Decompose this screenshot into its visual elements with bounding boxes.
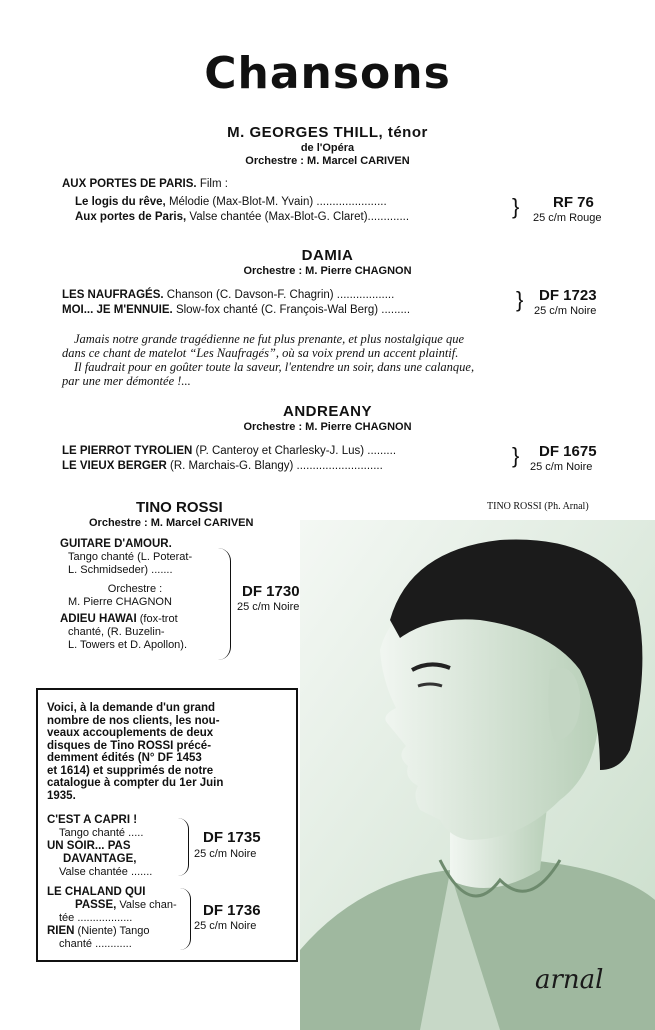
- song-desc: (P. Canteroy et Charlesky-J. Lus) .........: [195, 445, 397, 457]
- song-title: ADIEU HAWAI: [60, 613, 137, 625]
- price-label: 25 c/m Noire: [194, 848, 257, 860]
- portrait-illustration: [300, 520, 655, 1030]
- song-desc: Mélodie (Max-Blot-M. Yvain) ......................: [168, 196, 387, 208]
- song-desc: (Niente) Tango: [77, 925, 150, 937]
- song-desc: Valse chan-: [119, 899, 177, 911]
- song-block: [47, 814, 152, 879]
- song-desc: L. Schmidseder) .......: [68, 564, 173, 576]
- song-title: C'EST A CAPRI !: [47, 814, 138, 826]
- film-heading: [62, 178, 228, 190]
- song-desc: (fox-trot: [139, 613, 178, 625]
- song-title: UN SOIR... PAS: [47, 840, 131, 852]
- song-title: Le logis du rêve,: [75, 196, 166, 208]
- orchestra-line: Orchestre : M. Marcel CARIVEN: [245, 155, 410, 167]
- song-title: DAVANTAGE,: [63, 853, 137, 865]
- catalog-number: RF 76: [553, 194, 594, 211]
- quote-line: par une mer démontée !...: [62, 374, 191, 388]
- price-label: 25 c/m Noire: [530, 461, 593, 473]
- brace: [178, 818, 189, 876]
- notice-line: veaux accouplements de deux: [47, 727, 214, 739]
- page-title: Chansons: [204, 48, 451, 99]
- quote-line: dans ce chant de matelot “Les Naufragés”, où sa voix prend un accent plaintif.: [62, 346, 459, 360]
- quote-line: Jamais notre grande tragédienne ne fut plus prenante, et plus nostalgique que: [74, 332, 464, 346]
- song-desc: Valse chantée (Max-Blot-G. Claret).............: [189, 211, 410, 223]
- catalog-number: DF 1675: [539, 443, 597, 460]
- notice-text: [47, 702, 287, 802]
- song-desc: Chanson (C. Davson-F. Chagrin) ..................: [166, 289, 395, 301]
- artist-subtitle: de l'Opéra: [300, 142, 355, 154]
- brace: }: [512, 194, 520, 219]
- artist-header-damia: DAMIA: [301, 247, 354, 264]
- price-label: 25 c/m Noire: [237, 601, 300, 613]
- song-block: [47, 886, 177, 951]
- song-desc: L. Towers et D. Apollon).: [68, 639, 188, 651]
- orchestra-line: Orchestre : M. Pierre CHAGNON: [243, 421, 412, 433]
- artist-role: ténor: [387, 124, 428, 141]
- orchestra-line: Orchestre : M. Marcel CARIVEN: [89, 517, 254, 529]
- catalog-number: DF 1736: [203, 902, 261, 919]
- price-label: 25 c/m Noire: [534, 305, 597, 317]
- song-desc: (R. Marchais-G. Blangy) ...........................: [170, 460, 383, 472]
- quote-line: Il faudrait pour en goûter toute la saveur, l'entendre un soir, dans une calanque,: [74, 360, 475, 374]
- song-desc: Slow-fox chanté (C. François-Wal Berg) .........: [175, 304, 411, 316]
- song-entry: [75, 211, 409, 223]
- photo-credit: TINO ROSSI (Ph. Arnal): [487, 501, 589, 512]
- notice-line: nombre de nos clients, les nou-: [47, 714, 220, 727]
- catalog-number: DF 1735: [203, 829, 261, 846]
- artist-name: M. GEORGES THILL,: [227, 124, 384, 141]
- notice-line: et 1614) et supprimés de notre: [47, 764, 214, 777]
- artist-header-andreany: ANDREANY: [282, 403, 372, 420]
- orchestra-line: Orchestre : M. Pierre CHAGNON: [243, 265, 412, 277]
- song-entry: [62, 304, 410, 316]
- catalog-number: DF 1723: [539, 287, 597, 304]
- song-entry: [75, 196, 387, 208]
- notice-line: demment édités (N° DF 1453: [47, 752, 202, 764]
- brace: [218, 548, 231, 660]
- song-block: [60, 538, 210, 652]
- song-title: PASSE,: [75, 899, 117, 911]
- photographer-signature: arnal: [535, 965, 604, 995]
- song-title: RIEN: [47, 925, 75, 937]
- price-label: 25 c/m Rouge: [533, 212, 602, 224]
- notice-line: catalogue à compter du 1er Juin: [47, 777, 224, 789]
- song-entry: [62, 289, 394, 301]
- portrait-photo: [300, 520, 655, 1030]
- artist-header-thill: [0, 124, 655, 141]
- song-desc: tée ..................: [59, 912, 133, 924]
- price-label: 25 c/m Noire: [194, 920, 257, 932]
- film-title: AUX PORTES DE PARIS.: [62, 178, 197, 190]
- notice-line: disques de Tino ROSSI précé-: [47, 739, 212, 752]
- song-title: LE PIERROT TYROLIEN: [62, 445, 193, 457]
- song-entry: [62, 445, 396, 457]
- orchestra-note: Orchestre :: [107, 583, 163, 595]
- notice-line: 1935.: [47, 789, 76, 802]
- song-title: LE VIEUX BERGER: [62, 460, 167, 472]
- song-desc: chanté, (R. Buzelin-: [68, 626, 165, 638]
- artist-header-rossi: TINO ROSSI: [136, 499, 223, 516]
- song-desc: chanté ............: [59, 938, 132, 950]
- catalog-number: DF 1730: [242, 583, 300, 600]
- brace: }: [516, 287, 524, 312]
- orchestra-note: M. Pierre CHAGNON: [68, 596, 172, 608]
- song-title: LES NAUFRAGÉS.: [62, 289, 164, 301]
- song-desc: Tango chanté .....: [59, 827, 144, 839]
- song-desc: Tango chanté (L. Poterat-: [68, 551, 193, 563]
- song-title: GUITARE D'AMOUR.: [60, 538, 172, 550]
- song-desc: Valse chantée .......: [59, 866, 153, 878]
- song-title: Aux portes de Paris,: [75, 211, 187, 223]
- notice-line: Voici, à la demande d'un grand: [47, 702, 216, 714]
- song-title: MOI... JE M'ENNUIE.: [62, 304, 173, 316]
- brace: }: [512, 443, 520, 468]
- brace: [180, 888, 191, 950]
- song-title: LE CHALAND QUI: [47, 886, 146, 898]
- song-entry: [62, 460, 383, 472]
- film-note: Film :: [199, 178, 228, 190]
- quote-paragraph: [62, 332, 622, 388]
